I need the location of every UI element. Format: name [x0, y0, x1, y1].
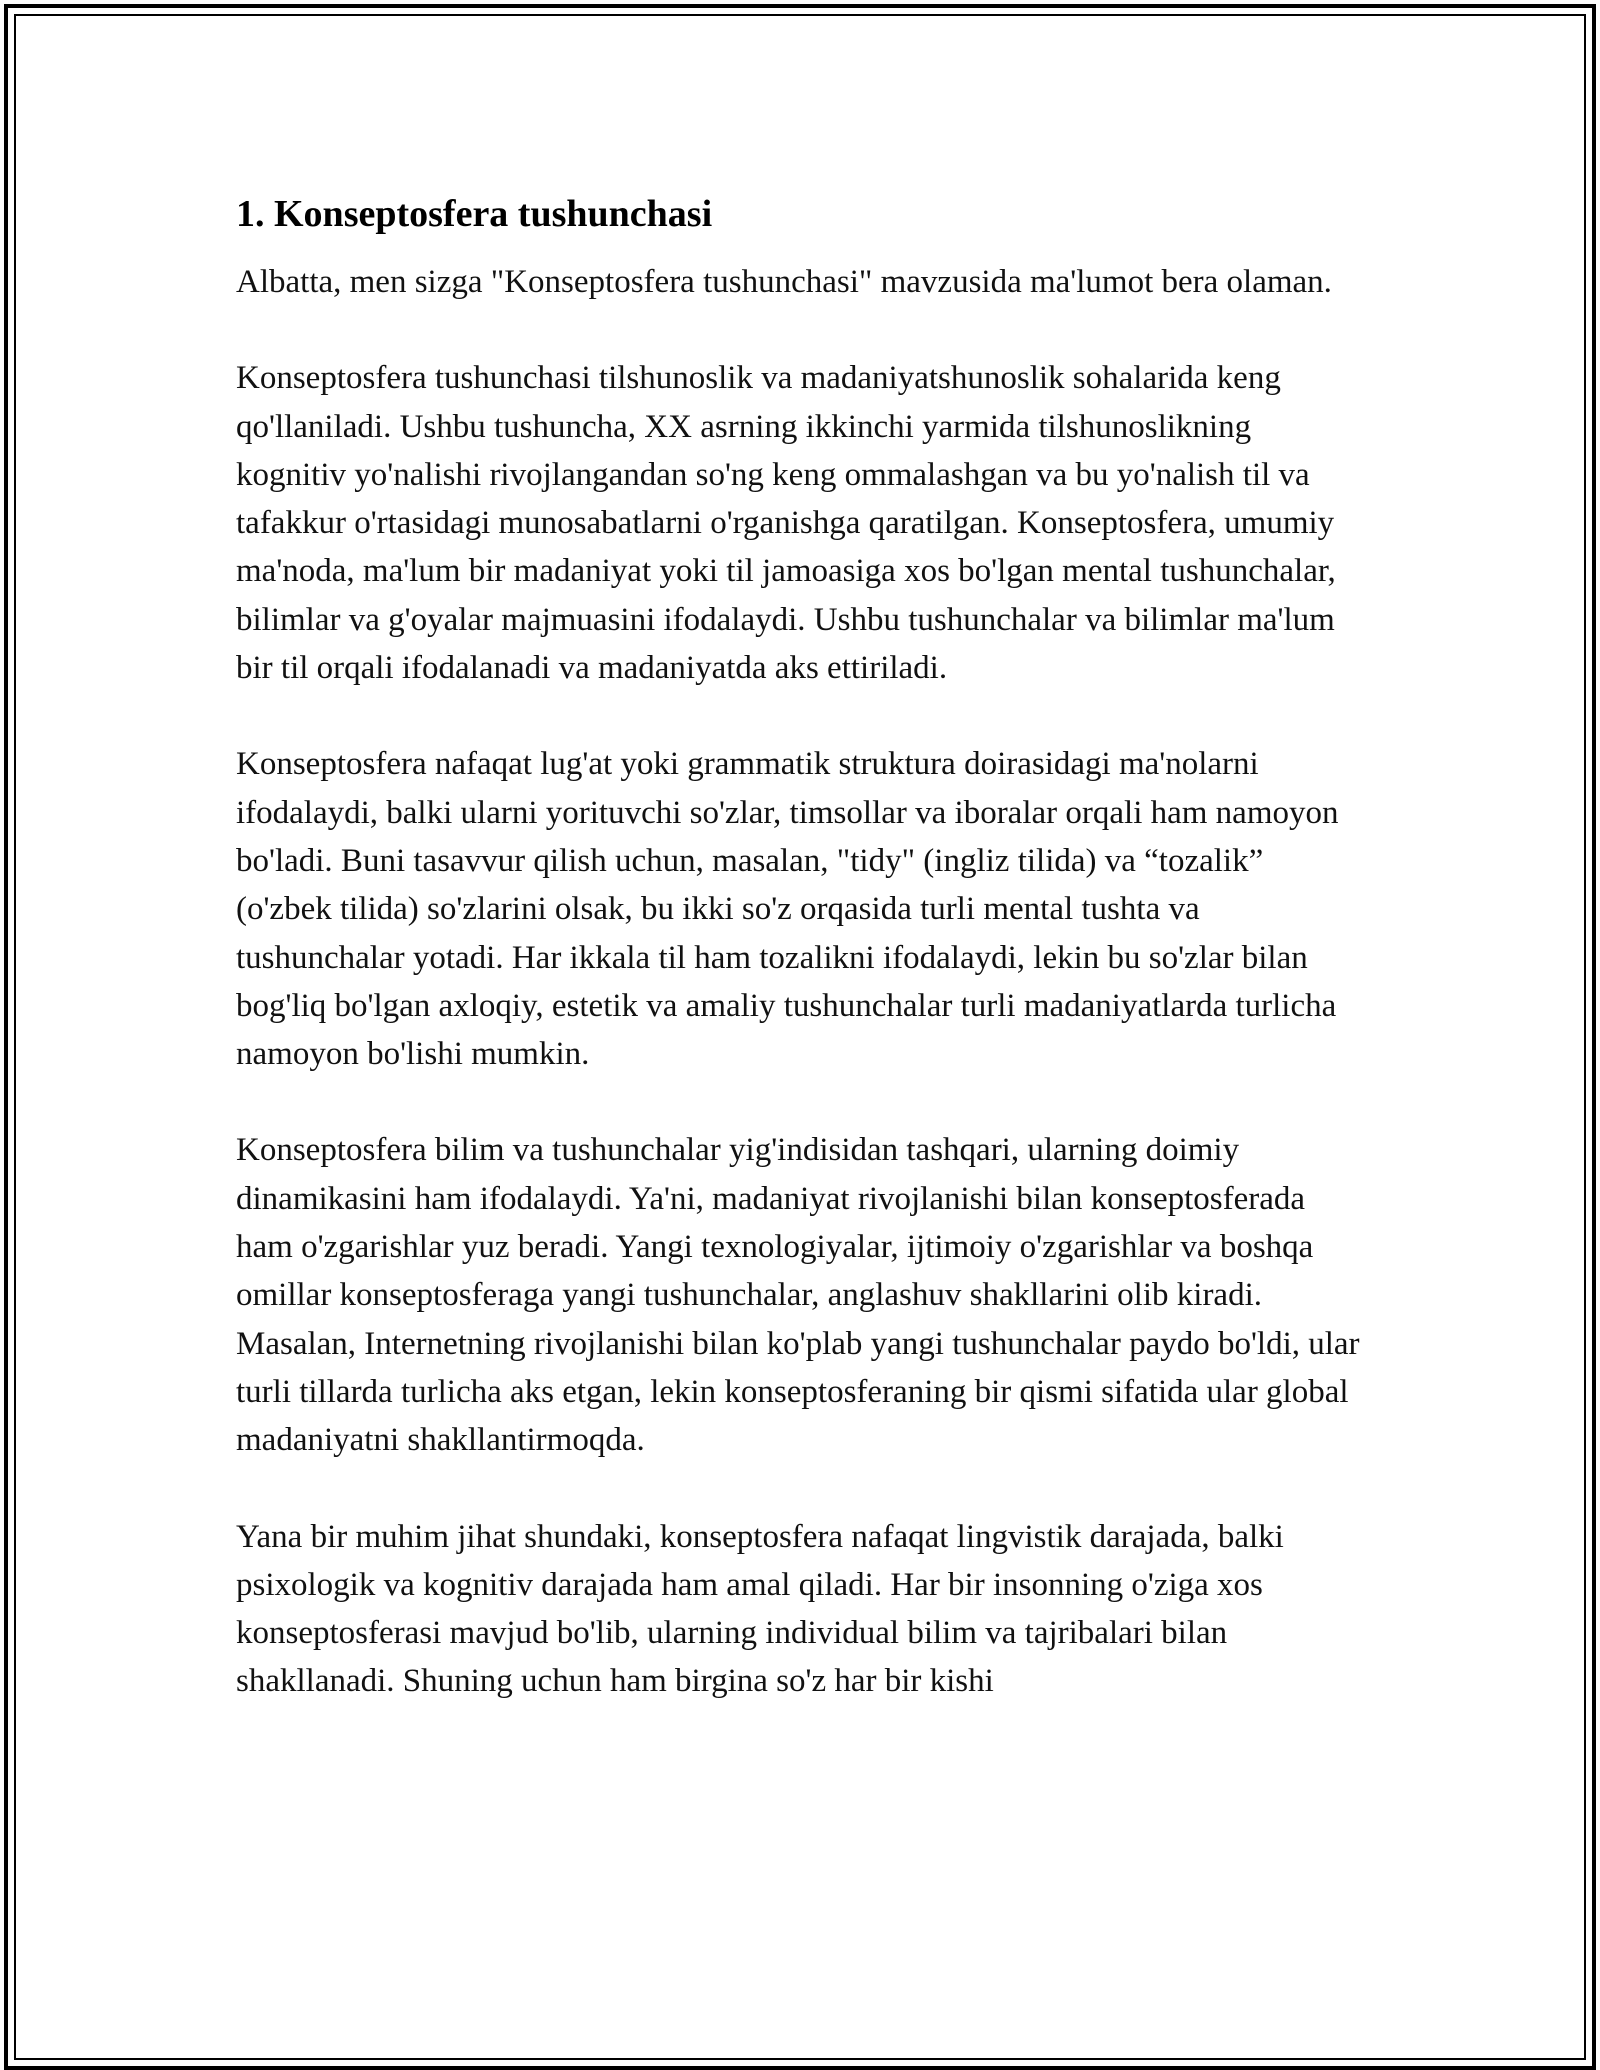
paragraph-dynamics: Konseptosfera bilim va tushunchalar yig'indisidan tashqari, ularning doimiy dinamikasini ham ifodalaydi. Ya'ni, madaniyat rivojlanishi bilan konseptosferada ham o'zgarishlar yuz beradi. Yangi texnologiyalar, ijtimoiy o'zgarishlar va boshqa omillar konseptosferaga yangi tushunchalar, anglashuv shakllarini olib kiradi. Masalan, Internetning rivojlanishi bilan ko'plab yangi tushunchalar paydo bo'ldi, ular turli tillarda turlicha aks etgan, lekin konseptosferaning bir qismi sifatida ular global madaniyatni shakllantirmoqda. — [236, 1132, 1360, 1459]
paragraph-definition: Konseptosfera tushunchasi tilshunoslik va madaniyatshunoslik sohalarida keng qo'llaniladi. Ushbu tushuncha, XX asrning ikkinchi yarmida tilshunoslikning kognitiv yo'nalishi rivojlangandan so'ng keng ommalashgan va bu yo'nalish til va tafakkur o'rtasidagi munosabatlarni o'rganishga qaratilgan. Konseptosfera, umumiy ma'noda, ma'lum bir madaniyat yoki til jamoasiga xos bo'lgan mental tushunchalar, bilimlar va g'oyalar majmuasini ifodalaydi. Ushbu tushunchalar va bilimlar ma'lum bir til orqali ifodalanadi va madaniyatda aks ettiriladi. — [236, 360, 1336, 687]
paragraph-intro: Albatta, men sizga "Konseptosfera tushunchasi" mavzusida ma'lumot bera olaman. — [236, 264, 1332, 300]
paragraph-cognitive: Yana bir muhim jihat shundaki, konseptosfera nafaqat lingvistik darajada, balki psixologik va kognitiv darajada ham amal qiladi. Har bir insonning o'ziga xos konseptosferasi mavjud bo'lib, ularning individual bilim va tajribalari bilan shakllanadi. Shuning uchun ham birgina so'z har bir kishi — [236, 1518, 1284, 1700]
paragraph-example: Konseptosfera nafaqat lug'at yoki grammatik struktura doirasidagi ma'nolarni ifodalaydi, balki ularni yorituvchi so'zlar, timsollar va iboralar orqali ham namoyon bo'ladi. Buni tasavvur qilish uchun, masalan, "tidy" (ingliz tilida) va “tozalik” (o'zbek tilida) so'zlarini olsak, bu ikki so'z orqasida turli mental tushta va tushunchalar yotadi. Har ikkala til ham tozalikni ifodalaydi, lekin bu so'zlar bilan bog'liq bo'lgan axloqiy, estetik va amaliy tushunchalar turli madaniyatlarda turlicha namoyon bo'lishi mumkin. — [236, 746, 1339, 1073]
section-heading: 1. Konseptosfera tushunchasi — [236, 193, 713, 235]
document-body — [236, 190, 1366, 1754]
